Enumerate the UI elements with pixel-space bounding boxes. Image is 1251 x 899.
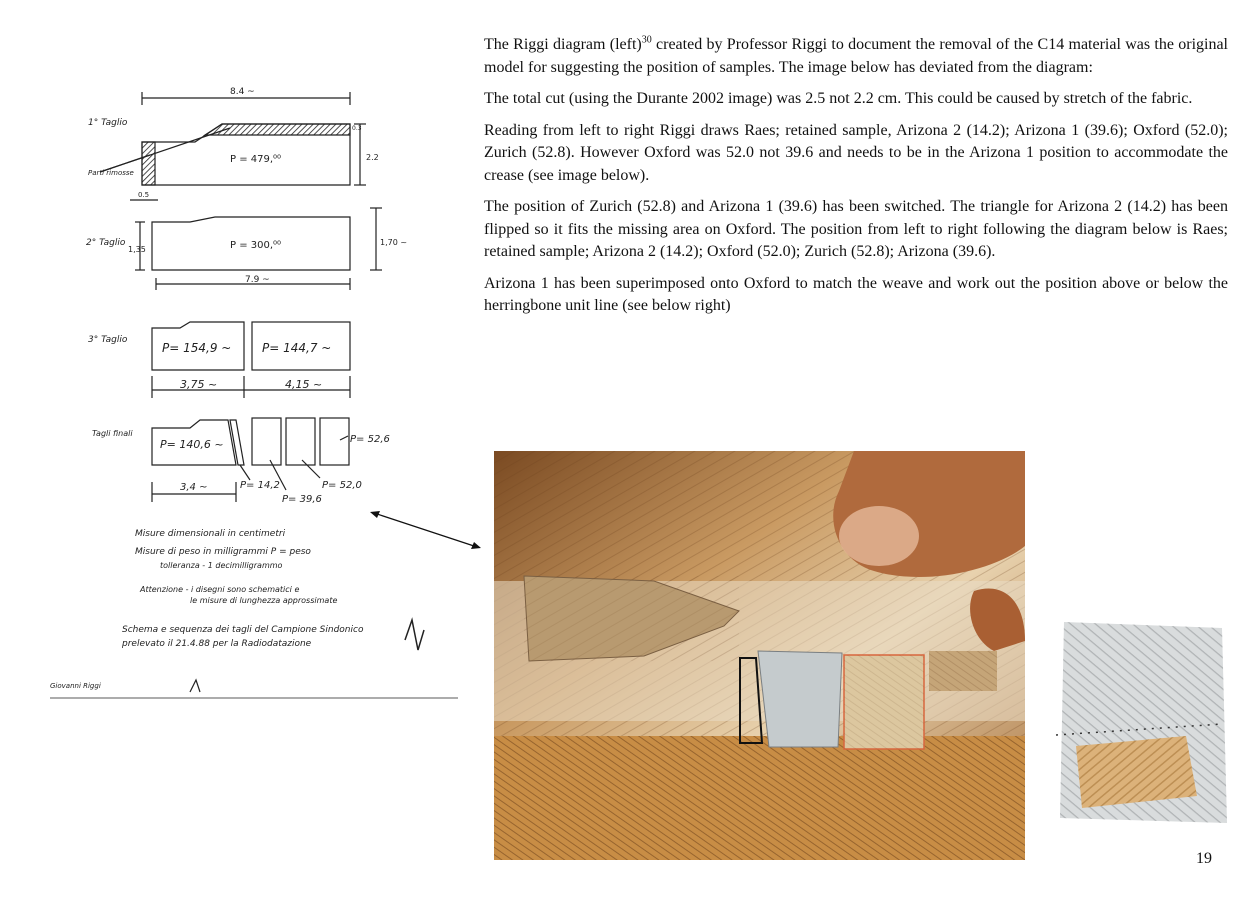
dim-top-label: 8.4 ~	[230, 87, 255, 97]
body-text	[484, 34, 1228, 327]
note-units: Misure dimensionali in centimetri	[135, 529, 286, 539]
svg-text:0.5: 0.5	[138, 191, 150, 199]
svg-text:P= 52,0: P= 52,0	[322, 480, 362, 491]
svg-text:4,15 ~: 4,15 ~	[285, 378, 323, 391]
svg-text:3,4 ~: 3,4 ~	[180, 482, 208, 493]
riggi-diagram	[40, 80, 460, 720]
svg-text:1,70 ~: 1,70 ~	[380, 238, 408, 247]
label-finali: Tagli finali	[92, 429, 133, 438]
label-taglio2: 2° Taglio	[86, 238, 126, 248]
page-number: 19	[1196, 850, 1212, 867]
svg-text:tolleranza - 1 decimilligrammo: tolleranza - 1 decimilligrammo	[160, 561, 283, 570]
svg-text:Schema e sequenza dei tagli de: Schema e sequenza dei tagli del Campione Sindonico	[122, 625, 364, 635]
svg-text:P= 52,6: P= 52,6	[350, 434, 390, 445]
svg-text:2.2: 2.2	[366, 153, 379, 162]
svg-text:7.9 ~: 7.9 ~	[245, 275, 270, 285]
svg-text:Misure di peso in milligrammi: Misure di peso in milligrammi P = peso	[135, 547, 311, 557]
paragraph-2: The total cut (using the Durante 2002 image) was 2.5 not 2.2 cm. This could be caused by stretch of the fabric.	[484, 90, 1193, 107]
weight-p2: P = 300,⁰⁰	[230, 240, 282, 251]
svg-text:3,75 ~: 3,75 ~	[180, 378, 218, 391]
paragraph-3: Reading from left to right Riggi draws Raes; retained sample, Arizona 2 (14.2); Arizona 1 (39.6); Oxford (52.0); Zurich (52.8). However Oxford was 52.0 not 39.6 and needs to be in the Arizona 1 position to accommodate the crease (see image below).	[484, 121, 1228, 184]
sample-oxford	[758, 651, 842, 747]
svg-text:P= 39,6: P= 39,6	[282, 494, 322, 505]
weight-p3a: P= 154,9 ~	[162, 341, 232, 355]
signature: Giovanni Riggi	[50, 682, 101, 690]
footnote-ref: 30	[641, 34, 652, 46]
svg-text:Attenzione - i disegni sono sc: Attenzione - i disegni sono schematici e	[140, 585, 300, 594]
svg-text:0.3: 0.3	[352, 125, 362, 132]
paragraph-4: The position of Zurich (52.8) and Arizona 1 (39.6) has been switched. The triangle for Arizona 2 (14.2) has been flipped so it fits the missing area on Oxford. The position from left to right following the diagram below is Raes; retained sample; Arizona 2 (14.2); Oxford (52.0); Zurich (52.8); Arizona (39.6).	[484, 198, 1228, 260]
weight-p3b: P= 144,7 ~	[262, 341, 332, 355]
superimposed-sample-photo	[1052, 618, 1230, 828]
svg-text:le misure di lunghezza appross: le misure di lunghezza approssimate	[190, 596, 338, 605]
svg-text:P= 14,2: P= 14,2	[240, 480, 280, 491]
svg-text:prelevato il 21.4.88 per la Ra: prelevato il 21.4.88 per la Radiodatazione	[122, 639, 312, 649]
paragraph-1: The Riggi diagram (left)$^{30}$ created by Professor Riggi to document the removal of the C14 material was the original model for suggesting the position of samples. The image below has deviated from the diagram:	[484, 34, 1229, 76]
label-taglio3: 3° Taglio	[88, 335, 128, 345]
shroud-sample-photo	[494, 451, 1025, 860]
weight-p4: P= 140,6 ~	[160, 438, 224, 451]
svg-text:1,35: 1,35	[128, 245, 146, 254]
weight-p1: P = 479,⁰⁰	[230, 154, 282, 165]
label-parti: Parti rimosse	[88, 169, 134, 177]
double-arrow-icon	[368, 505, 483, 555]
label-taglio1: 1° Taglio	[88, 118, 128, 128]
paragraph-5: Arizona 1 has been superimposed onto Oxford to match the weave and work out the position above or below the herringbone unit line (see below right)	[484, 274, 1228, 314]
